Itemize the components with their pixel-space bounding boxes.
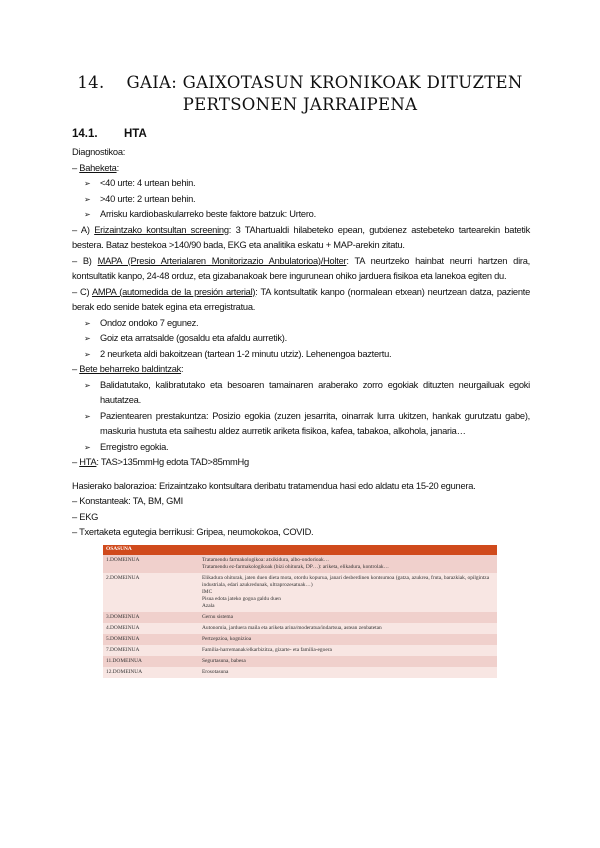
text-c: : TA kontsultatik kanpo (normalean etxean) neurtzean datza, paziente berak edo senide batek egina eta erregistratua. — [72, 286, 530, 312]
table-row — [103, 623, 497, 634]
content-cell — [199, 656, 497, 667]
content-cell — [199, 555, 497, 573]
domain-cell: 3.DOMEINUA — [103, 612, 199, 623]
arrow-bullet-icon: ➢ — [84, 411, 91, 421]
cell-line: Pertzepzioa, kognizioa — [202, 635, 252, 642]
domain-cell: 1.DOMEINUA — [103, 555, 199, 573]
bullet-text: 2 neurketa aldi bakoitzean (tartean 1-2 minutu utziz). Lehenengoa baztertu. — [100, 348, 392, 359]
bullet-item — [72, 207, 530, 223]
chapter-number: 14. — [77, 73, 105, 92]
table-row — [103, 634, 497, 645]
table-header: OSASUNA — [103, 545, 497, 555]
content-cell — [199, 667, 497, 678]
cell-line: IMC — [202, 588, 213, 595]
bullet-text: Arrisku kardiobaskularreko beste faktore batzuk: Urtero. — [100, 209, 316, 219]
screening-label: Baheketa — [79, 162, 117, 173]
domain-cell: 4.DOMEINUA — [103, 623, 199, 634]
arrow-bullet-icon: ➢ — [84, 210, 91, 219]
page-title — [60, 72, 540, 116]
initial-item: – Txertaketa egutegia berrikusi: Gripea, neumokokoa, COVID. — [72, 527, 314, 537]
bullet-item — [72, 316, 530, 332]
cell-line: Tratamendu farmakologikoa: atxikidura, albo-ondorioak… — [202, 556, 330, 563]
bullet-item — [72, 331, 530, 347]
hta-label: HTA — [79, 457, 97, 467]
conditions-label: Bete beharreko baldintzak — [79, 364, 182, 374]
initial-item: – Konstanteak: TA, BM, GMI — [72, 496, 183, 506]
hta-definition: – HTA: TAS>135mmHg edota TAD>85mmHg — [72, 457, 249, 467]
cell-line: Gernu sistema — [202, 613, 233, 620]
cell-line: Tratamendu ez-farmakologikoak (bizi ohiturak, DP…): ariketa, elikadura, kontrolak… — [202, 563, 389, 570]
cell-line: Familia-harremanak/elkarbizitza, gizarte- eta familia-egoera — [202, 646, 332, 653]
content-cell — [199, 612, 497, 623]
label-a: Erizaintzako kontsultan screening — [94, 224, 229, 235]
prefix: – C) — [72, 286, 92, 297]
section-heading — [72, 128, 147, 140]
prefix: – B) — [72, 255, 98, 266]
bullet-item — [72, 440, 530, 456]
bullet-item — [72, 176, 530, 192]
document-body — [72, 145, 530, 678]
domain-cell: 12.DOMEINUA — [103, 667, 199, 678]
title-line-1: GAIA: GAIXOTASUN KRONIKOAK DITUZTEN — [126, 73, 523, 92]
bullet-text: Balidatutako, kalibratutako eta besoaren tamainaren araberako zorro egokiak dituzten neurgailuak egoki hautatzea. — [100, 379, 530, 405]
text-a: : 3 TAhartualdi hilabeteko epean, gutxienez astebeteko tartearekin batetik bestera. Bataz bestekoa >140/90 bada, EKG eta analitika eskatu + MAP-arekin zitatu. — [72, 224, 531, 250]
domains-table — [103, 545, 497, 678]
section-label: HTA — [124, 128, 147, 140]
bullet-text: <40 urte: 4 urtean behin. — [100, 178, 196, 188]
bullet-text: Erregistro egokia. — [100, 441, 169, 452]
bullet-item — [72, 409, 530, 440]
arrow-bullet-icon: ➢ — [84, 334, 91, 343]
content-cell — [199, 573, 497, 612]
domain-cell: 2.DOMEINUA — [103, 573, 199, 612]
arrow-bullet-icon: ➢ — [84, 194, 91, 204]
content-cell — [199, 634, 497, 645]
bullet-text: Ondoz ondoko 7 egunez. — [100, 317, 199, 328]
label-b: MAPA (Presio Arterialaren Monitorizazio Anbulatorioa)/Holter — [97, 255, 347, 266]
diagnostic-heading: Diagnostikoa: — [72, 147, 126, 157]
arrow-bullet-icon: ➢ — [84, 380, 91, 390]
cell-line: Elikadura ohiturak, jaten duen dieta mota, otordu kopurua, janari desberdinen kontsumoa (gatza, azukrea, fruta, barazkiak, opilgintza industriala, edari azukredunak, ultraprozesatuak…) — [202, 574, 490, 588]
cell-line: Azala — [202, 602, 215, 609]
content-cell — [199, 645, 497, 656]
arrow-bullet-icon: ➢ — [84, 179, 91, 188]
arrow-bullet-icon: ➢ — [84, 318, 91, 328]
bullet-text: >40 urte: 2 urtean behin. — [100, 193, 196, 204]
content-cell — [199, 623, 497, 634]
paragraph-b — [72, 254, 530, 285]
arrow-bullet-icon: ➢ — [84, 349, 91, 359]
domain-cell: 5.DOMEINUA — [103, 634, 199, 645]
screening-heading: – Baheketa: — [72, 162, 119, 173]
label-c: AMPA (automedida de la presión arterial) — [91, 286, 256, 297]
initial-item: – EKG — [72, 511, 99, 522]
bullet-item — [72, 192, 530, 208]
bullet-text: Pazientearen prestakuntza: Posizio egokia (zuzen jesarrita, oinarrak lurra ukitzen, hankak gurutzatu gabe), maskuria hustuta eta saihestu aldez aurretik ariketa fisikoa, kafea, tabakoa, alkohola, janaria… — [100, 410, 530, 436]
initial-assessment: Hasierako balorazioa: Erizaintzako kontsultara deribatu tratamendua hasi edo aldatu eta 15-20 egunera. — [72, 480, 476, 491]
text-b: : TA neurtzeko hainbat neurri hartzen dira, kontsultatik kanpo, 24-48 orduz, eta gizabanakoak bere ingurunean ohiko jarduera fisikoa eta lanekoa egiten du. — [72, 255, 530, 281]
domain-cell: 11.DOMEINUA — [103, 656, 199, 667]
bullet-item — [72, 378, 530, 409]
table-row — [103, 656, 497, 667]
conditions-heading: – Bete beharreko baldintzak: — [72, 364, 184, 374]
table-row — [103, 555, 497, 573]
cell-line: Erosotasuna — [202, 668, 229, 675]
table-row — [103, 645, 497, 656]
hta-text: : TAS>135mmHg edota TAD>85mmHg — [96, 457, 249, 467]
cell-line: Segurtasuna, babesa — [202, 657, 246, 664]
paragraph-c — [72, 285, 530, 316]
arrow-bullet-icon: ➢ — [84, 442, 91, 452]
paragraph-a — [72, 223, 530, 254]
prefix: – A) — [72, 224, 95, 235]
title-line-2: PERTSONEN JARRAIPENA — [182, 95, 418, 114]
table-row — [103, 573, 497, 612]
cell-line: Pisua edota jateko gogoa galdu duen — [202, 595, 281, 602]
table-row — [103, 612, 497, 623]
bullet-item — [72, 347, 530, 363]
domain-cell: 7.DOMEINUA — [103, 645, 199, 656]
table-row — [103, 667, 497, 678]
bullet-text: Goiz eta arratsalde (gosaldu eta afaldu aurretik). — [100, 333, 287, 343]
section-number: 14.1. — [72, 128, 98, 140]
cell-line: Autonomia, jarduera maila eta ariketa arina/moderatua/indartsua, astean zenbatetan — [202, 624, 382, 631]
